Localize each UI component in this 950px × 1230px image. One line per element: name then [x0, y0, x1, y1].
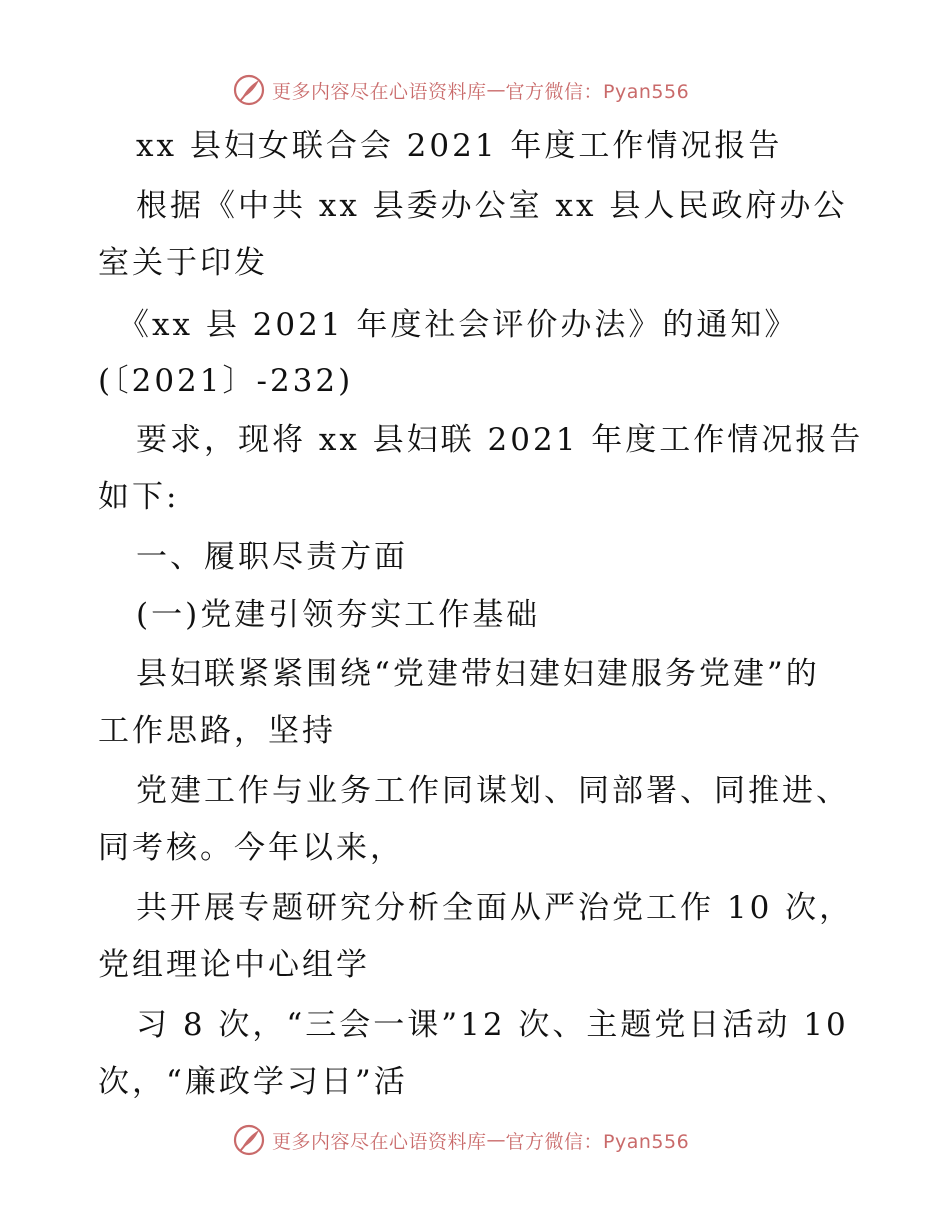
paragraph-line: 工作思路，坚持	[98, 713, 336, 749]
subsection-heading: (一)党建引领夯实工作基础	[136, 597, 541, 633]
watermark-separator: —	[486, 1129, 506, 1151]
watermark-wechat: 官方微信：Pyan556	[505, 80, 690, 103]
paragraph-line: 根据《中共 xx 县委办公室 xx 县人民政府办公	[136, 188, 848, 224]
watermark-site-name: 更多内容尽在心语资料库	[272, 1130, 487, 1153]
paragraph-line: 如下:	[98, 479, 180, 515]
feather-pen-icon	[232, 1123, 266, 1157]
paragraph-line: 党建工作与业务工作同谋划、同部署、同推进、	[136, 773, 850, 809]
watermark-site-name: 更多内容尽在心语资料库	[272, 80, 487, 103]
paragraph-line: 共开展专题研究分析全面从严治党工作 10 次，	[136, 890, 854, 926]
watermark-header	[232, 72, 689, 108]
paragraph-line: 室关于印发	[98, 245, 268, 281]
paragraph-line: 同考核。今年以来，	[98, 830, 404, 866]
watermark-wechat: 官方微信：Pyan556	[505, 1130, 690, 1153]
paragraph-line: 要求，现将 xx 县妇联 2021 年度工作情况报告	[136, 422, 864, 458]
watermark-separator: —	[486, 79, 506, 101]
paragraph-line: 县妇联紧紧围绕“党建带妇建妇建服务党建”的	[136, 656, 820, 692]
document-title: xx 县妇女联合会 2021 年度工作情况报告	[136, 128, 783, 164]
paragraph-line: 习 8 次，“三会一课”12 次、主题党日活动 10	[136, 1007, 849, 1043]
paragraph-line: (〔2021〕-232)	[98, 363, 354, 399]
watermark-footer	[232, 1122, 689, 1158]
feather-pen-icon	[232, 73, 266, 107]
paragraph-line: 次，“廉政学习日”活	[98, 1064, 408, 1100]
section-heading: 一、履职尽责方面	[136, 539, 408, 575]
paragraph-line: 党组理论中心组学	[98, 947, 370, 983]
paragraph-line: 《xx 县 2021 年度社会评价办法》的通知》	[118, 307, 799, 343]
